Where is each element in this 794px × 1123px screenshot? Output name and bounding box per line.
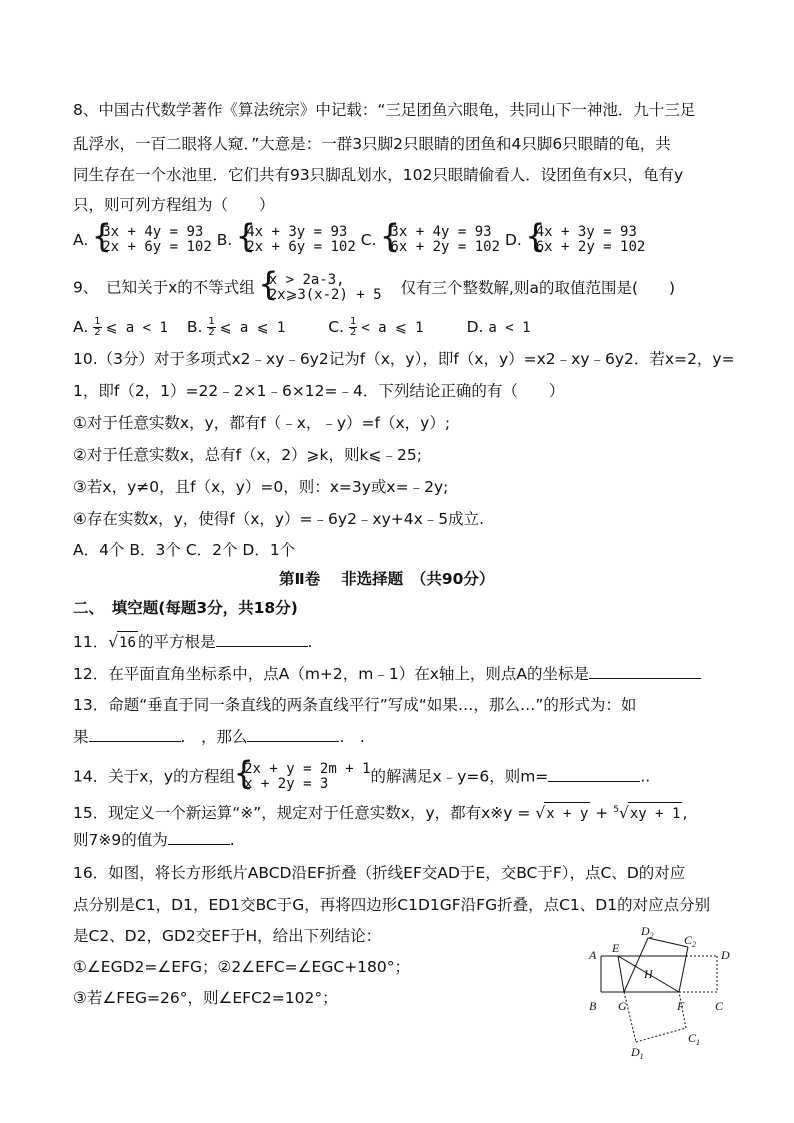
- q9-prefix: 9、 已知关于x的不等式组: [73, 278, 255, 297]
- line-gd2: [624, 938, 648, 992]
- q8-line-2: 乱浮水，一百二眼将人窥．”大意是：一群3只脚2只眼睛的团鱼和4只脚6只眼睛的龟，共: [73, 135, 671, 153]
- answer-blank-then[interactable]: [247, 726, 339, 742]
- label-b: B: [589, 999, 597, 1013]
- q10-line-2: 1，即f（2，1）=22﹣2×1﹣6×12=﹣4．下列结论正确的有（ ）: [73, 382, 565, 400]
- label-f: F: [677, 999, 685, 1013]
- equation-system: { 2x + y = 2m + 1 x + 2y = 3: [235, 762, 370, 792]
- label-d1: $D_1$: [631, 1045, 644, 1060]
- q10-item-3: ③若x，y≠0，且f（x，y）=0，则：x=3y或x=﹣2y;: [73, 478, 449, 496]
- q8-option-b: [216, 224, 361, 255]
- q9-option-b: B. $\frac{1}{2}$ ⩽ a ⩽ 1: [186, 316, 286, 338]
- q16-line-3: 是C2、D2，GD2交EF于H，给出下列结论：: [73, 927, 382, 945]
- answer-blank[interactable]: [168, 829, 230, 845]
- q9-option-c: C. $\frac{1}{2}$ < a ⩽ 1: [328, 316, 424, 338]
- q13-line-1: 13．命题“垂直于同一条直线的两条直线平行”写成“如果…，那么…”的形式为：如: [73, 696, 637, 714]
- label-e: E: [612, 941, 620, 955]
- equation-system: { 3x + 4y = 93 6x + 2y = 102: [381, 225, 500, 255]
- q9-suffix: 仅有三个整数解,则a的取值范围是( ): [400, 278, 676, 297]
- label-d2: $D_2$: [641, 924, 654, 940]
- sqrt-sign: √: [535, 804, 546, 823]
- q15-line-1: 15．现定义一个新运算“※”，规定对于任意实数x，y，都有x※y = √x + y + $^5$√xy + 1 ,: [73, 799, 687, 825]
- q13-line-2: 果 . ，那么 . .: [73, 728, 365, 746]
- radicand: xy + 1: [628, 802, 683, 825]
- answer-blank[interactable]: [548, 766, 640, 782]
- sqrt-sign: √: [108, 633, 119, 651]
- q15-line-2: 则7※9的值为 .: [73, 831, 235, 849]
- fraction: $\frac{1}{2}$: [349, 316, 357, 338]
- option-label: A.: [73, 230, 89, 249]
- q8-option-d: [504, 224, 646, 255]
- answer-blank[interactable]: [216, 631, 308, 647]
- q16-line-2: 点分别是C1，D1，ED1交BC于G，再将四边形C1D1GF沿FG折叠，点C1、D1的对应点分别: [73, 896, 711, 914]
- option-label: C.: [360, 230, 377, 249]
- section-heading: 二、 填空题(每题3分，共18分): [73, 599, 298, 617]
- inequality-system: { x > 2a-3, 2x⩾3(x-2) + 5: [260, 273, 382, 303]
- label-c1: $C_1$: [688, 1031, 701, 1047]
- line-c2f: [679, 947, 688, 992]
- equation-system: { 4x + 3y = 93 2x + 6y = 102: [237, 225, 356, 255]
- part-title: 第Ⅱ卷 非选择题 （共90分）: [279, 570, 495, 588]
- q8-option-c: [360, 224, 505, 255]
- root-index: 5: [613, 805, 619, 815]
- radicand: x + y: [544, 802, 590, 825]
- fraction: $\frac{1}{2}$: [94, 316, 101, 338]
- q10-item-4: ④存在实数x，y，使得f（x，y）=﹣6y2﹣xy+4x﹣5成立.: [73, 510, 485, 528]
- label-d: D: [721, 948, 730, 962]
- q16-line-4: ①∠EGD2=∠EFG；②2∠EFC=∠EGC+180°；: [73, 958, 411, 976]
- q9-line: [73, 273, 675, 303]
- option-label: D.: [504, 230, 522, 249]
- option-label: B.: [216, 230, 233, 249]
- q8-line-4: 只，则可列方程组为（ ）: [73, 196, 275, 214]
- label-c2: $C_2$: [684, 933, 697, 949]
- q11-line: 11．√16 的平方根是 .: [73, 631, 312, 654]
- q9-option-a: A. $\frac{1}{2}$ ⩽ a < 1: [73, 316, 168, 338]
- radicand: 16: [117, 631, 138, 654]
- line-eg: [618, 956, 624, 992]
- answer-blank[interactable]: [589, 663, 701, 679]
- equation-system: { 4x + 3y = 93 6x + 2y = 102: [527, 225, 646, 255]
- line-d2c2: [648, 938, 688, 947]
- fraction: $\frac{1}{2}$: [208, 316, 215, 338]
- q16-line-5: ③若∠FEG=26°，则∠EFC2=102°；: [73, 989, 338, 1007]
- label-a: A: [589, 948, 597, 962]
- equation-system: { 3x + 4y = 93 2x + 6y = 102: [93, 225, 212, 255]
- dashed-d1c1: [636, 1028, 686, 1042]
- q14-line: 14．关于x，y的方程组 { 2x + y = 2m + 1 x + 2y = 3 的解满足x﹣y=6，则m= ..: [73, 762, 650, 792]
- answer-blank-if[interactable]: [89, 726, 181, 742]
- q10-options: A．4个 B．3个 C．2个 D．1个: [73, 541, 296, 559]
- label-c: C: [715, 999, 724, 1013]
- q16-line-1: 16．如图，将长方形纸片ABCD沿EF折叠（折线EF交AD于E，交BC于F），点C、D的对应: [73, 864, 686, 882]
- q8-line-3: 同生存在一个水池里．它们共有93只脚乱划水，102只眼睛偷看人．设团鱼有x只，龟有y: [73, 166, 684, 184]
- q8-line-1: 8、中国古代数学著作《算法统宗》中记载：“三足团鱼六眼龟，共同山下一神池．九十三足: [73, 101, 696, 119]
- sqrt-sign: √: [618, 804, 629, 823]
- q9-options: [73, 316, 531, 339]
- q10-item-2: ②对于任意实数x，总有f（x，2）⩾k，则k⩽﹣25;: [73, 446, 422, 464]
- folding-figure: [584, 920, 734, 1060]
- label-g: G: [618, 999, 627, 1013]
- q8-option-a: [73, 224, 217, 255]
- label-h: H: [644, 967, 653, 981]
- q10-line-1: 10.（3分）对于多项式x2﹣xy﹣6y2记为f（x，y），即f（x，y）=x2﹣xy﹣6y2．若x=2，y=: [73, 350, 735, 368]
- q12-line: 12．在平面直角坐标系中，点A（m+2，m﹣1）在x轴上，则点A的坐标是: [73, 663, 701, 685]
- q9-option-d: D. a < 1: [466, 318, 531, 336]
- q8-options: [73, 225, 645, 255]
- q10-item-1: ①对于任意实数x，y，都有f（﹣x，﹣y）=f（x，y）;: [73, 414, 451, 432]
